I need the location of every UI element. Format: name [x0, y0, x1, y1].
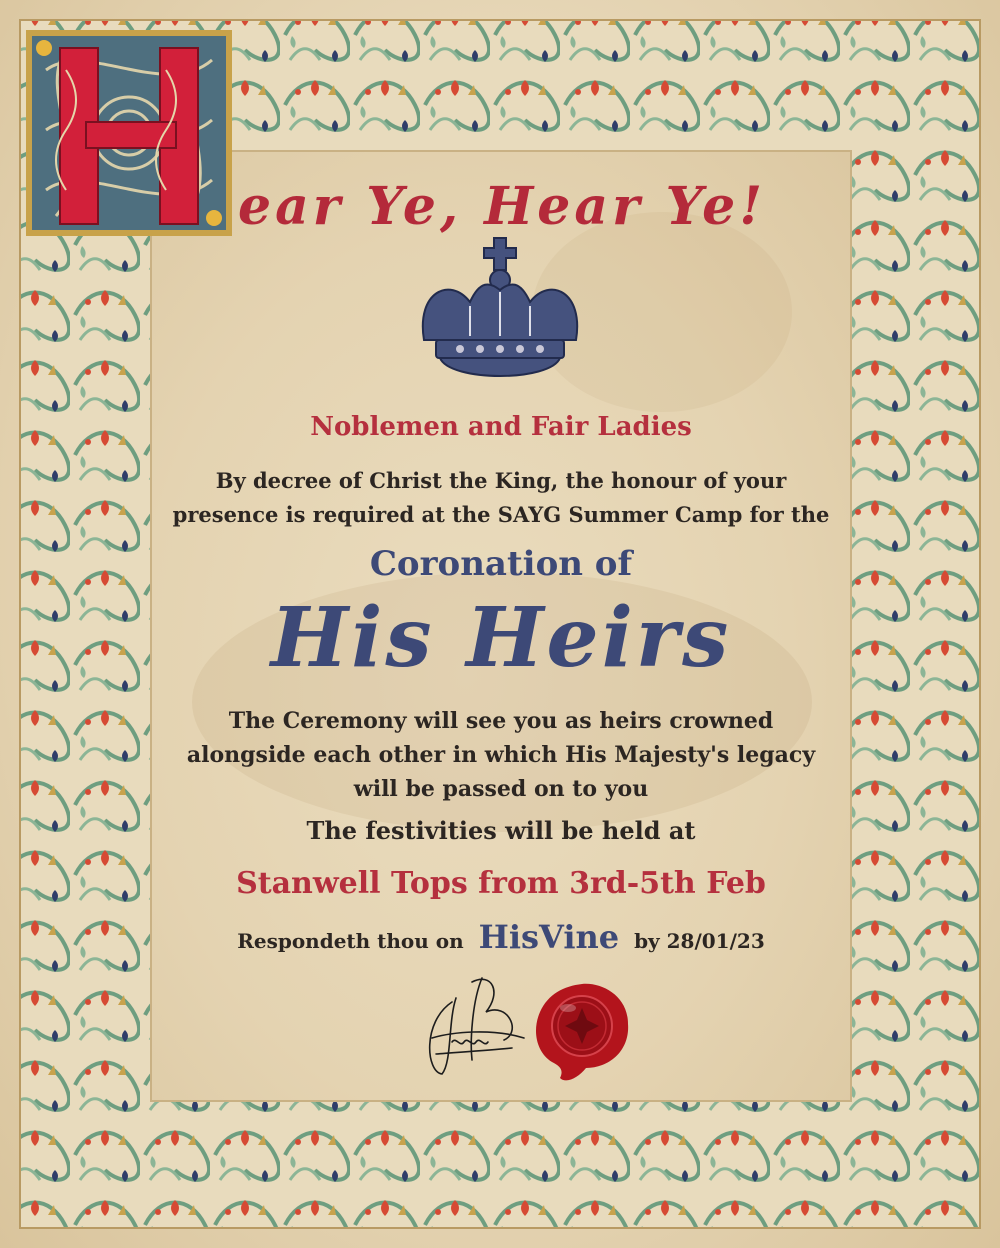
decree-line-2: presence is required at the SAYG Summer Camp for the: [172, 502, 830, 527]
signature: [412, 962, 528, 1082]
coronation-title: Coronation of: [369, 544, 633, 584]
greeting: Noblemen and Fair Ladies: [310, 412, 692, 442]
ceremony-line-3: will be passed on to you: [353, 776, 649, 802]
ceremony-line-1: The Ceremony will see you as heirs crowned: [228, 708, 774, 734]
venue-text: Stanwell Tops from 3rd-5th Feb: [236, 866, 766, 901]
rsvp-line: [150, 918, 852, 956]
decree-text: [150, 464, 852, 532]
decree-line-1: By decree of Christ the King, the honour of your: [215, 468, 787, 493]
rsvp-prefix: Respondeth thou on: [237, 929, 464, 953]
festivities-text: The festivities will be held at: [306, 816, 696, 845]
rsvp-deadline: by 28/01/23: [634, 929, 765, 953]
heading: ear Ye, Hear Ye!: [238, 176, 767, 237]
ceremony-line-2: alongside each other in which His Majesty's legacy: [186, 742, 816, 768]
wax-seal-icon: [530, 978, 634, 1088]
heirs-title: His Heirs: [270, 590, 732, 686]
ceremony-text: [150, 704, 852, 806]
illuminated-drop-cap: [26, 30, 232, 236]
rsvp-platform: HisVine: [478, 918, 620, 956]
crown-icon: [410, 232, 590, 394]
